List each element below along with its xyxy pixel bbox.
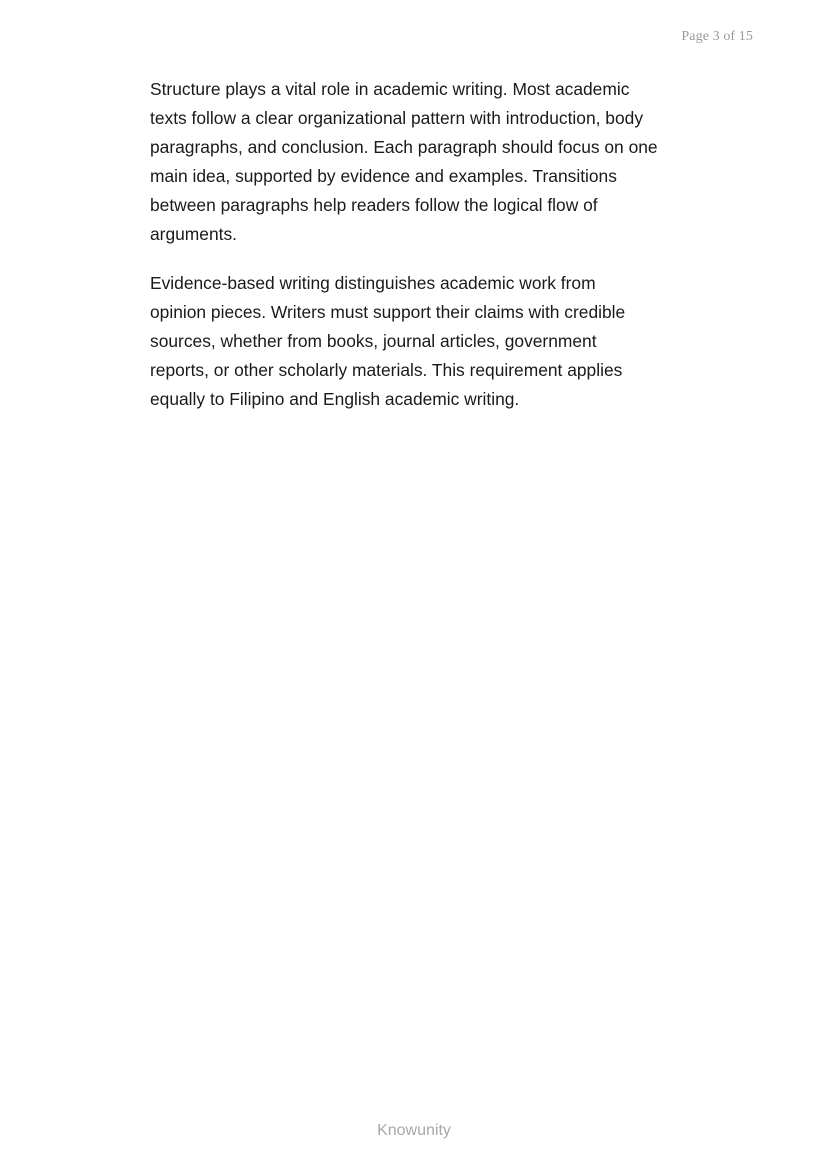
document-body xyxy=(150,75,690,434)
footer-brand: Knowunity xyxy=(377,1122,451,1139)
page-indicator: Page 3 of 15 xyxy=(681,29,753,44)
paragraph-evidence: Evidence-based writing distinguishes academic work from opinion pieces. Writers must support their claims with credible sources, whether from books, journal articles, government reports, or other scholarly materials. This requirement applies equally to Filipino and English academic writing. xyxy=(150,273,626,409)
paragraph-structure: Structure plays a vital role in academic writing. Most academic texts follow a clear organizational pattern with introduction, body paragraphs, and conclusion. Each paragraph should focus on one main idea, supported by evidence and examples. Transitions between paragraphs help readers follow the logical flow of arguments. xyxy=(150,79,658,244)
